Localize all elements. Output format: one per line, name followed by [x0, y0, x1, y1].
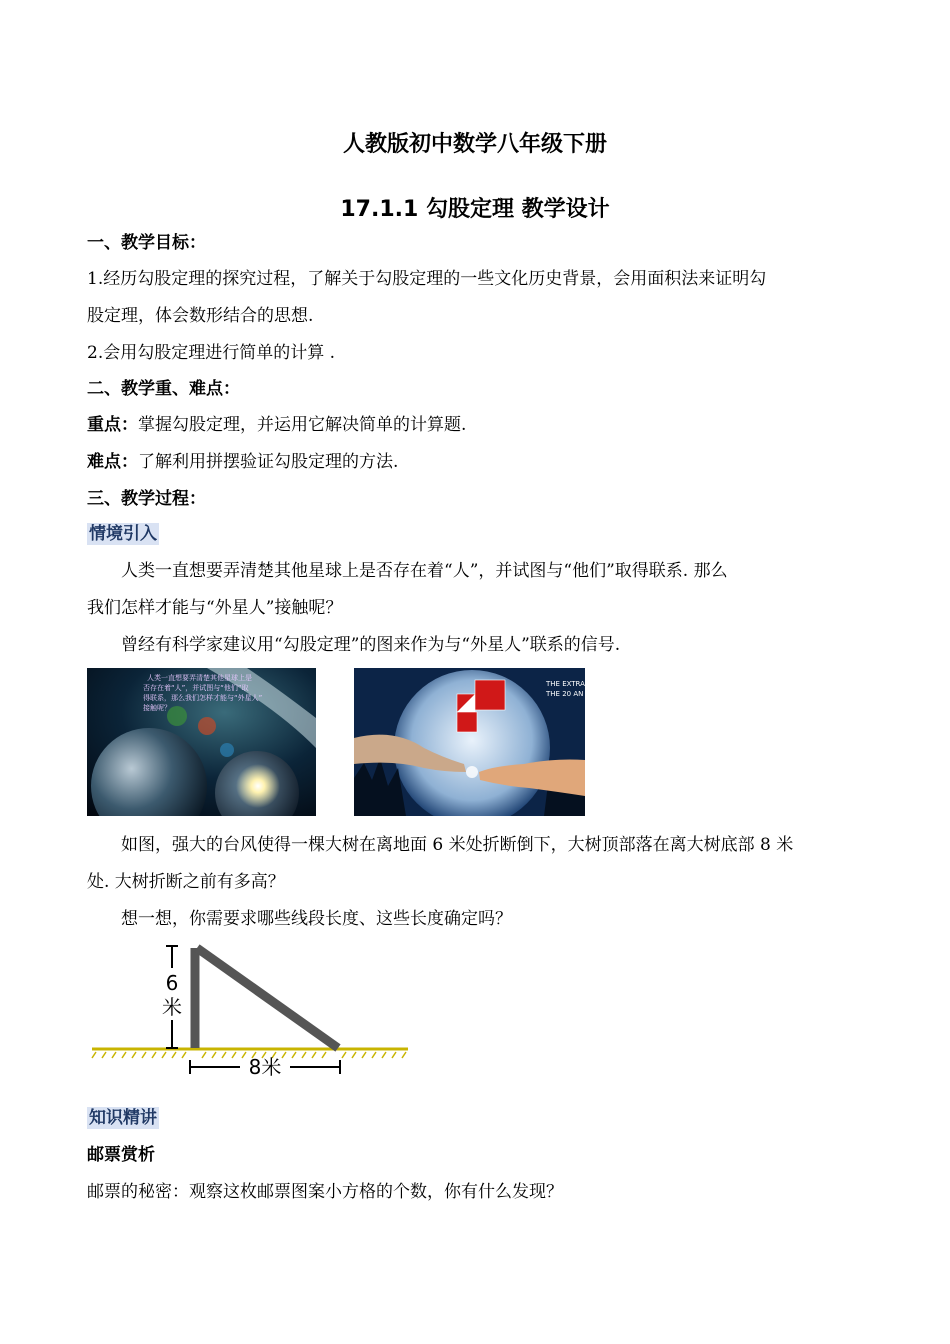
tree-problem-line-1: 如图，强大的台风使得一棵大树在离地面 6 米处折断倒下，大树顶部落在离大树底部 8 米: [121, 835, 794, 855]
section-tag-intro: 情境引入: [89, 524, 157, 544]
et-text-line-2: THE 20 AN: [546, 690, 584, 698]
space-image: [87, 668, 316, 816]
stamp-line: 邮票的秘密：观察这枚邮票图案小方格的个数，你有什么发现？: [87, 1182, 563, 1202]
key-point-text: 掌握勾股定理，并运用它解决简单的计算题.: [138, 415, 467, 435]
difficult-point: [87, 451, 398, 473]
tree-figure: [90, 940, 412, 1082]
difficult-point-label: 难点：: [87, 452, 138, 472]
key-point-label: 重点：: [87, 415, 138, 435]
difficult-point-text: 了解利用拼摆验证勾股定理的方法.: [138, 452, 399, 472]
section-heading-keypoints: 二、教学重、难点：: [87, 379, 240, 399]
think-line: 想一想，你需要求哪些线段长度、这些长度确定吗？: [121, 909, 512, 929]
intro-line-3: 曾经有科学家建议用“勾股定理”的图来作为与“外星人”联系的信号.: [121, 635, 621, 655]
fig-height-value: 6: [165, 971, 179, 995]
fig-distance-label: 8米: [248, 1055, 282, 1079]
section-tag-knowledge: 知识精讲: [89, 1108, 157, 1128]
fig-height-unit: 米: [162, 995, 182, 1019]
et-text-line-1: THE EXTRA: [546, 680, 585, 688]
goal-1-line-2: 股定理，体会数形结合的思想.: [87, 306, 314, 326]
tree-problem-line-2: 处. 大树折断之前有多高？: [87, 872, 285, 892]
space-caption-line-2: 否存在着“人”，并试图与“他们”取: [143, 684, 249, 692]
key-point: [87, 414, 466, 436]
et-moon-image: [354, 668, 585, 816]
section-heading-process: 三、教学过程：: [87, 489, 206, 509]
broken-tree-diagram: [90, 940, 412, 1082]
intro-line-1: 人类一直想要弄清楚其他星球上是否存在着“人”，并试图与“他们”取得联系. 那么: [121, 561, 728, 581]
space-scene-graphic: [87, 668, 316, 816]
stamp-heading: 邮票赏析: [87, 1145, 155, 1165]
section-heading-goals: 一、教学目标：: [87, 233, 206, 253]
space-caption-line-4: 接触呢？: [143, 704, 171, 712]
goal-1-line-1: 1.经历勾股定理的探究过程，了解关于勾股定理的一些文化历史背景，会用面积法来证明勾: [87, 269, 767, 289]
intro-line-2: 我们怎样才能与“外星人”接触呢？: [87, 598, 343, 618]
space-caption-line-1: 人类一直想要弄清楚其他星球上是: [147, 674, 252, 682]
doc-title: 人教版初中数学八年级下册: [342, 132, 607, 157]
doc-subtitle: 17.1.1 勾股定理 教学设计: [340, 197, 610, 222]
goal-2: 2.会用勾股定理进行简单的计算 .: [87, 343, 336, 363]
et-moon-graphic: [354, 668, 585, 816]
space-caption-line-3: 得联系，那么我们怎样才能与“外星人”: [143, 694, 263, 702]
